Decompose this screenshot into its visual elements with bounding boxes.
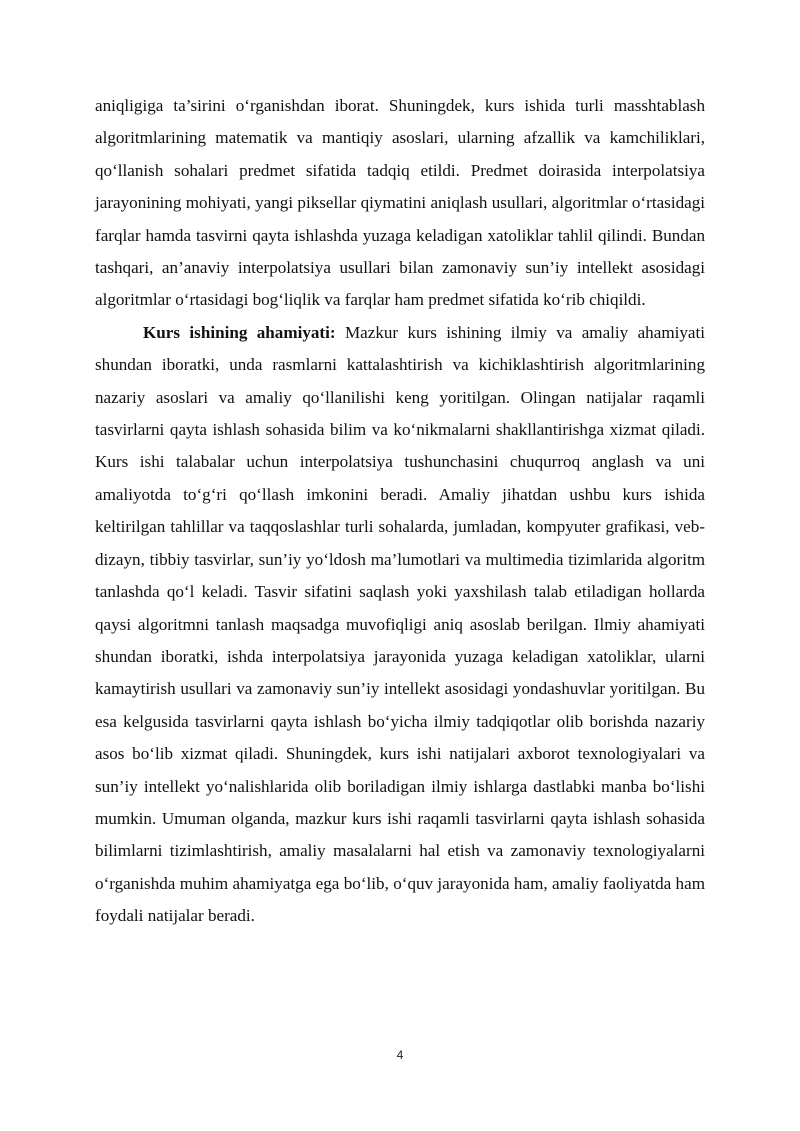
body-paragraph-continued: aniqligiga ta’sirini o‘rganishdan iborat. Shuningdek, kurs ishida turli masshtablash algoritmlarining matematik va mantiqiy asoslari, ularning afzallik va kamchiliklari, qo‘llanish sohalari predmet sifatida tadqiq etildi. Predmet doirasida interpolatsiya jarayonining mohiyati, yangi piksellar qiymatini aniqlash usullari, algoritmlar o‘rtasidagi farqlar hamda tasvirni qayta ishlashda yuzaga keladigan xatoliklar tahlil qilindi. Bundan tashqari, an’anaviy interpolatsiya usullari bilan zamonaviy sun’iy intellekt asosidagi algoritmlar o‘rtasidagi bog‘liqlik va farqlar ham predmet sifatida ko‘rib chiqildi. [95,96,705,310]
body-paragraph-significance [95,317,705,933]
paragraph-heading: Kurs ishining ahamiyati: [143,322,336,342]
page-number: 4 [396,1048,404,1062]
paragraph-text: Mazkur kurs ishining ilmiy va amaliy ahamiyati shundan iboratki, unda rasmlarni kattalashtirish va kichiklashtirish algoritmlarining nazariy asoslari va amaliy qo‘llanilishi keng yoritilgan. Olingan natijalar raqamli tasvirlarni qayta ishlash sohasida bilim va ko‘nikmalarni shakllantirishga xizmat qiladi. Kurs ishi talabalar uchun interpolatsiya tushunchasini chuqurroq anglash va uni amaliyotda to‘g‘ri qo‘llash imkonini beradi. Amaliy jihatdan ushbu kurs ishida keltirilgan tahlillar va taqqoslashlar turli sohalarda, jumladan, kompyuter grafikasi, veb-dizayn, tibbiy tasvirlar, sun’iy yo‘ldosh ma’lumotlari va multimedia tizimlarida algoritm tanlashda qo‘l keladi. Tasvir sifatini saqlash yoki yaxshilash talab etiladigan hollarda qaysi algoritmni tanlash maqsadga muvofiqligi aniq asoslab berilgan. Ilmiy ahamiyati shundan iboratki, ishda interpolatsiya jarayonida yuzaga keladigan xatoliklar, ularni kamaytirish usullari va zamonaviy sun’iy intellekt asosidagi yondashuvlar yoritilgan. Bu esa kelgusida tasvirlarni qayta ishlash bo‘yicha ilmiy tadqiqotlar olib borishda nazariy asos bo‘lib xizmat qiladi. Shuningdek, kurs ishi natijalari axborot texnologiyalari va sun’iy intellekt yo‘nalishlarida olib boriladigan ilmiy ishlarga dastlabki manba bo‘lishi mumkin. Umuman olganda, mazkur kurs ishi raqamli tasvirlarni qayta ishlash sohasida bilimlarni tizimlashtirish, amaliy masalalarni hal etish va zamonaviy texnologiyalarni o‘rganishda muhim ahamiyatga ega bo‘lib, o‘quv jarayonida ham, amaliy faoliyatda ham foydali natijalar beradi. [95,322,705,926]
document-page [95,90,705,933]
